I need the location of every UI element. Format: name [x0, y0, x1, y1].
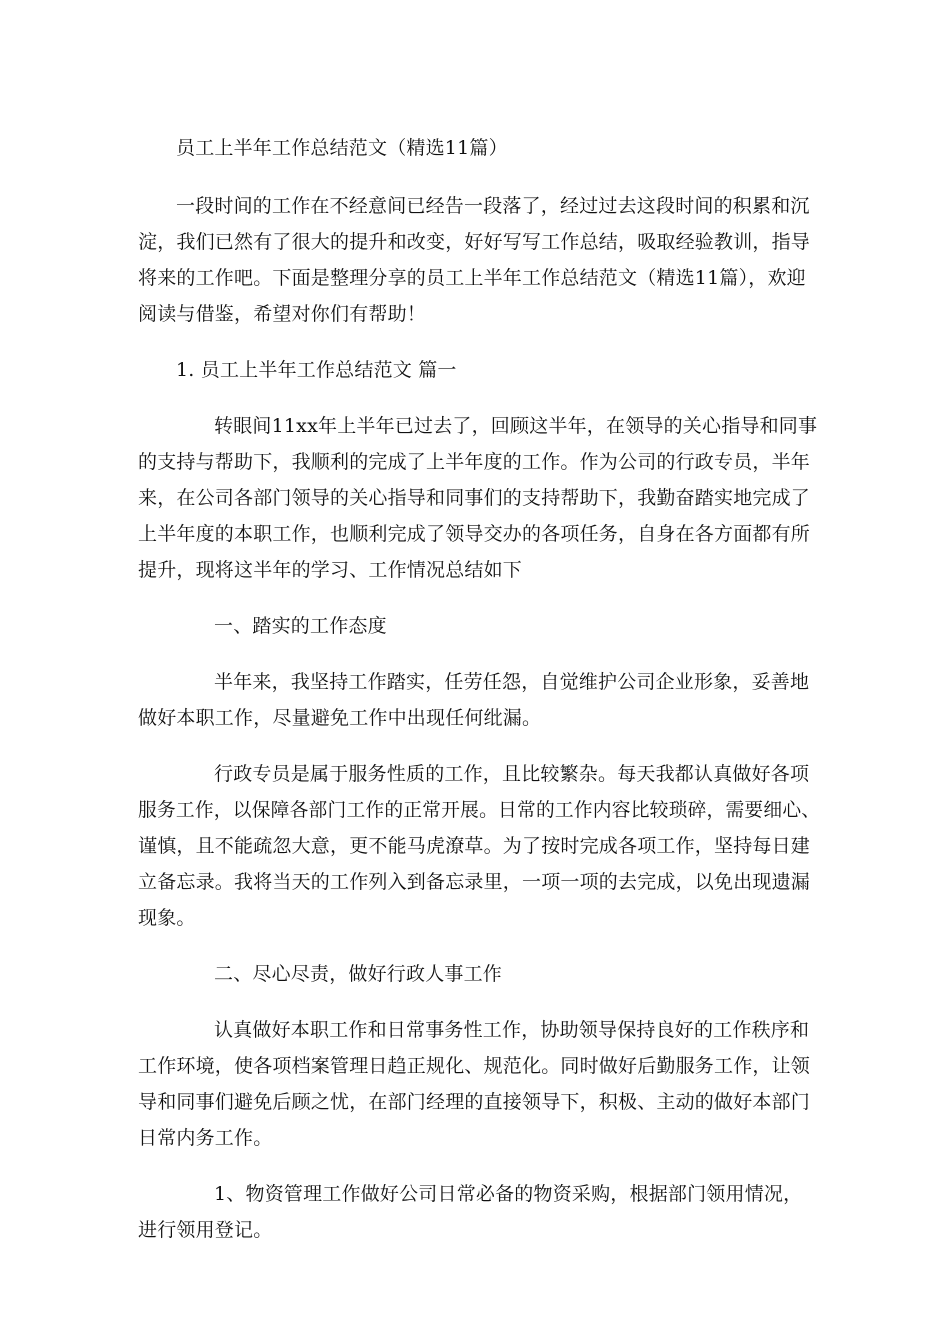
- intro-line: 淀，我们已然有了很大的提升和改变，好好写写工作总结，吸取经验教训，指导: [138, 231, 811, 253]
- section-heading: 1. 员工上半年工作总结范文 篇一: [176, 359, 457, 381]
- paragraph-line: 日常内务工作。: [138, 1127, 273, 1149]
- paragraph-line: 立备忘录。我将当天的工作列入到备忘录里，一项一项的去完成，以免出现遗漏: [138, 871, 811, 893]
- paragraph-line: 服务工作，以保障各部门工作的正常开展。日常的工作内容比较琐碎，需要细心、: [138, 799, 821, 821]
- paragraph-line: 谨慎，且不能疏忽大意，更不能马虎潦草。为了按时完成各项工作，坚持每日建: [138, 835, 811, 857]
- paragraph-line: 半年来，我坚持工作踏实，任劳任怨，自觉维护公司企业形象，妥善地: [214, 671, 810, 693]
- paragraph-line: 做好本职工作，尽量避免工作中出现任何纰漏。: [138, 707, 542, 729]
- paragraph-line: 行政专员是属于服务性质的工作，且比较繁杂。每天我都认真做好各项: [214, 763, 810, 785]
- subheading: 二、尽心尽责，做好行政人事工作: [214, 963, 503, 985]
- paragraph-line: 进行领用登记。: [138, 1219, 273, 1241]
- paragraph-line: 1、物资管理工作做好公司日常必备的物资采购，根据部门领用情况，: [214, 1183, 803, 1205]
- paragraph-line: 认真做好本职工作和日常事务性工作，协助领导保持良好的工作秩序和: [214, 1019, 810, 1041]
- paragraph-line: 转眼间11xx年上半年已过去了，回顾这半年，在领导的关心指导和同事: [214, 415, 818, 437]
- paragraph-line: 的支持与帮助下，我顺利的完成了上半年度的工作。作为公司的行政专员，半年: [138, 451, 811, 473]
- intro-line: 一段时间的工作在不经意间已经告一段落了，经过过去这段时间的积累和沉: [176, 195, 810, 217]
- subheading: 一、踏实的工作态度: [214, 615, 387, 637]
- paragraph-line: 导和同事们避免后顾之忧，在部门经理的直接领导下，积极、主动的做好本部门: [138, 1091, 811, 1113]
- paragraph-line: 提升，现将这半年的学习、工作情况总结如下: [138, 559, 523, 581]
- paragraph-line: 上半年度的本职工作，也顺利完成了领导交办的各项任务，自身在各方面都有所: [138, 523, 811, 545]
- paragraph-line: 来，在公司各部门领导的关心指导和同事们的支持帮助下，我勤奋踏实地完成了: [138, 487, 811, 509]
- intro-line: 将来的工作吧。下面是整理分享的员工上半年工作总结范文（精选11篇），欢迎: [138, 267, 806, 289]
- document-title: 员工上半年工作总结范文（精选11篇）: [176, 137, 508, 159]
- paragraph-line: 工作环境，使各项档案管理日趋正规化、规范化。同时做好后勤服务工作，让领: [138, 1055, 811, 1077]
- paragraph-line: 现象。: [138, 907, 196, 929]
- intro-line: 阅读与借鉴，希望对你们有帮助！: [138, 303, 427, 325]
